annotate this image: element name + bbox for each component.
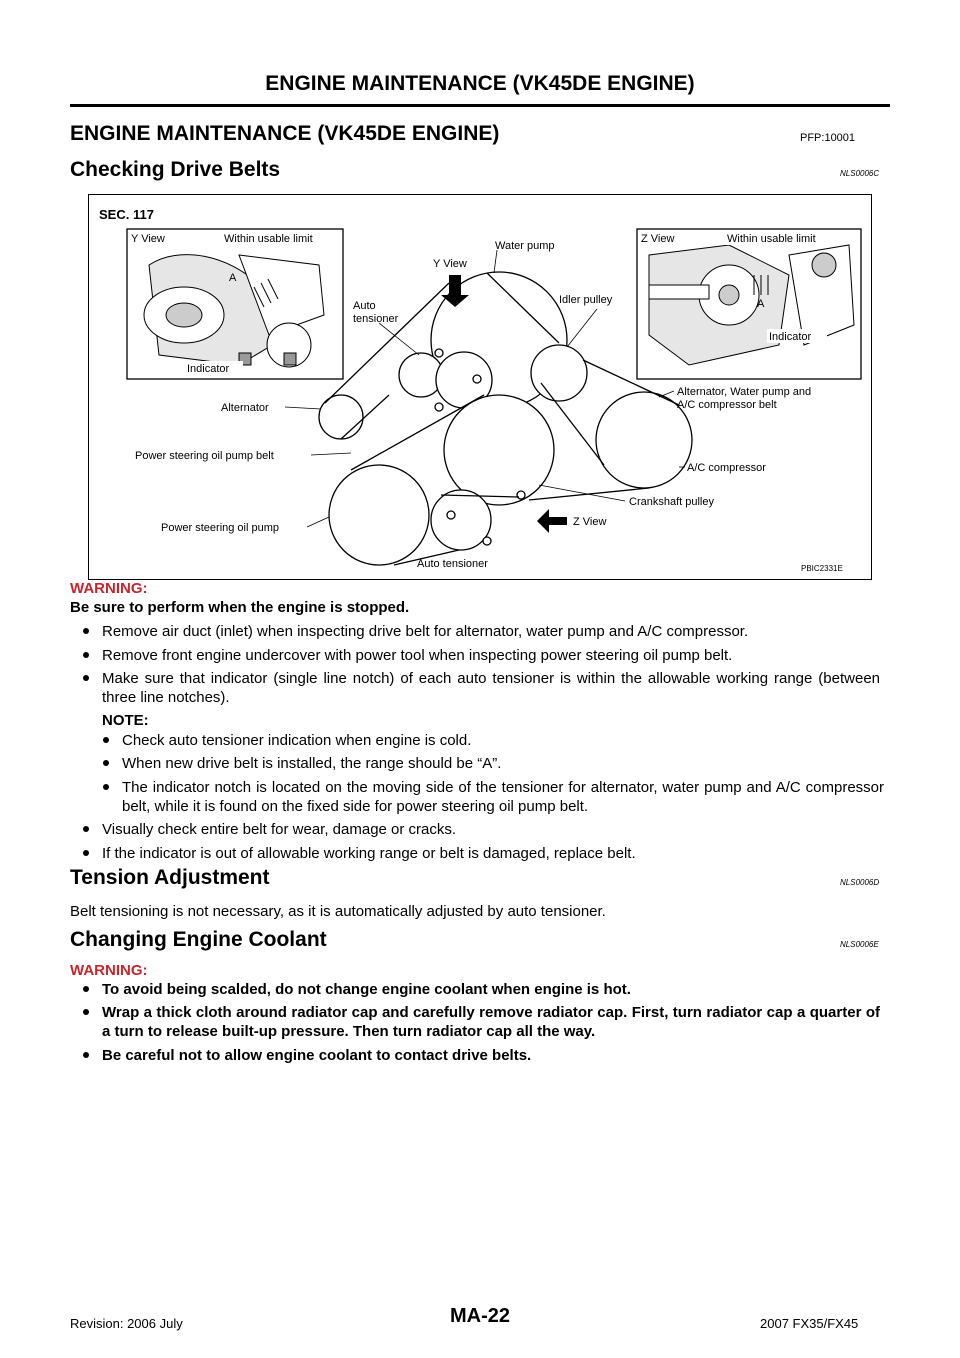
note-bullet-3 xyxy=(122,778,884,816)
label-auto-2: tensioner xyxy=(353,313,399,325)
z-within-limit: Within usable limit xyxy=(727,233,816,245)
label-idler-pulley: Idler pulley xyxy=(559,294,613,306)
drive-belt-diagram xyxy=(89,195,871,579)
bolt-4 xyxy=(517,491,525,499)
drive-belt-figure xyxy=(88,194,872,580)
crankshaft-pulley xyxy=(444,395,554,505)
note-bullet-2 xyxy=(122,754,880,773)
y-view-title: Y View xyxy=(131,233,165,245)
nls-code-checking: NLS0006C xyxy=(840,169,880,178)
coolant-warning-label: WARNING: xyxy=(70,962,148,979)
label-alt-wp-ac-1: Alternator, Water pump and xyxy=(677,386,812,398)
heading-checking-drive-belts: Checking Drive Belts xyxy=(70,158,281,181)
label-alternator: Alternator xyxy=(221,402,269,414)
page-number: MA-22 xyxy=(449,1305,510,1327)
bolt-1 xyxy=(435,349,443,357)
header-rule xyxy=(70,104,890,107)
heading-tension-adjustment: Tension Adjustment xyxy=(70,866,270,889)
z-view-arrow xyxy=(537,509,567,533)
bullet-4 xyxy=(102,820,880,839)
bullet-3 xyxy=(102,669,880,707)
bullet-5 xyxy=(102,844,880,863)
label-crankshaft-pulley: Crankshaft pulley xyxy=(629,496,714,508)
z-a-label: A xyxy=(757,298,765,310)
note-bullet-1 xyxy=(122,731,880,750)
y-within-limit: Within usable limit xyxy=(224,233,313,245)
lower-auto-tensioner xyxy=(431,490,491,550)
z-indicator: Indicator xyxy=(769,331,812,343)
sec-label: SEC. 117 xyxy=(99,207,154,222)
label-ac-compressor: A/C compressor xyxy=(687,462,766,474)
label-auto-1: Auto xyxy=(353,300,376,312)
section-title: ENGINE MAINTENANCE (VK45DE ENGINE) xyxy=(70,122,500,145)
bullet-1 xyxy=(102,622,880,641)
label-z-view: Z View xyxy=(573,516,607,528)
ps-oil-pump-pulley xyxy=(329,465,429,565)
nls-code-coolant: NLS0006E xyxy=(840,940,879,949)
bolt-3 xyxy=(435,403,443,411)
coolant-bullet-3 xyxy=(102,1046,880,1065)
running-header: ENGINE MAINTENANCE (VK45DE ENGINE) xyxy=(265,72,695,95)
warning-text: Be sure to perform when the engine is stopped. xyxy=(70,599,410,616)
label-ps-belt: Power steering oil pump belt xyxy=(135,450,274,462)
label-alt-wp-ac-2: A/C compressor belt xyxy=(677,399,777,411)
z-view-title: Z View xyxy=(641,233,675,245)
warning-label: WARNING: xyxy=(70,580,148,597)
note-bullet-1-text: Check auto tensioner indication when engine is cold. xyxy=(122,732,472,749)
bullet-4-text: Visually check entire belt for wear, damage or cracks. xyxy=(102,821,457,838)
y-a-label: A xyxy=(229,272,237,284)
label-auto-tensioner-bottom: Auto tensioner xyxy=(417,558,488,570)
note-bullet-2-text: When new drive belt is installed, the range should be “A”. xyxy=(122,755,502,772)
bolt-5 xyxy=(483,537,491,545)
y-view-inset xyxy=(127,229,343,379)
nls-code-tension: NLS0006D xyxy=(840,878,880,887)
bolt-6 xyxy=(447,511,455,519)
coolant-bullet-3-text: Be careful not to allow engine coolant to contact drive belts. xyxy=(102,1047,532,1064)
bullet-2-text: Remove front engine undercover with power tool when inspecting power steering oil pump belt. xyxy=(102,647,733,664)
y-indicator: Indicator xyxy=(187,363,230,375)
figure-code: PBIC2331E xyxy=(801,564,843,573)
label-ps-pump: Power steering oil pump xyxy=(161,522,280,534)
coolant-bullet-1 xyxy=(102,980,880,999)
idler-pulley xyxy=(531,345,587,401)
z-view-inset xyxy=(637,229,861,379)
bullet-1-text: Remove air duct (inlet) when inspecting drive belt for alternator, water pump and A/C compressor. xyxy=(102,623,749,640)
model: 2007 FX35/FX45 xyxy=(760,1316,859,1331)
bullet-2 xyxy=(102,646,880,665)
label-water-pump: Water pump xyxy=(495,240,555,252)
coolant-bullet-2 xyxy=(102,1003,880,1041)
revision: Revision: 2006 July xyxy=(70,1316,183,1331)
tension-text: Belt tensioning is not necessary, as it is automatically adjusted by auto tensioner. xyxy=(70,903,606,920)
heading-changing-coolant: Changing Engine Coolant xyxy=(70,928,327,951)
note-bullet-3-text: The indicator notch is located on the moving side of the tensioner for alternator, water pump and A/C compressor belt, while it is found on the fixed side for power steering oil pump belt. xyxy=(122,779,884,815)
coolant-bullet-2-text: Wrap a thick cloth around radiator cap and carefully remove radiator cap. First, turn radiator cap a quarter of a turn to release built-up pressure. Then turn radiator cap all the way. xyxy=(102,1004,880,1040)
label-y-view: Y View xyxy=(433,258,467,270)
coolant-bullet-1-text: To avoid being scalded, do not change engine coolant when engine is hot. xyxy=(102,981,631,998)
note-label: NOTE: xyxy=(102,712,149,729)
bolt-2 xyxy=(473,375,481,383)
bullet-3-text: Make sure that indicator (single line notch) of each auto tensioner is within the allowable working range (between three line notches). xyxy=(102,670,880,706)
bullet-5-text: If the indicator is out of allowable working range or belt is damaged, replace belt. xyxy=(102,845,636,862)
pfp-code: PFP:10001 xyxy=(800,132,856,144)
